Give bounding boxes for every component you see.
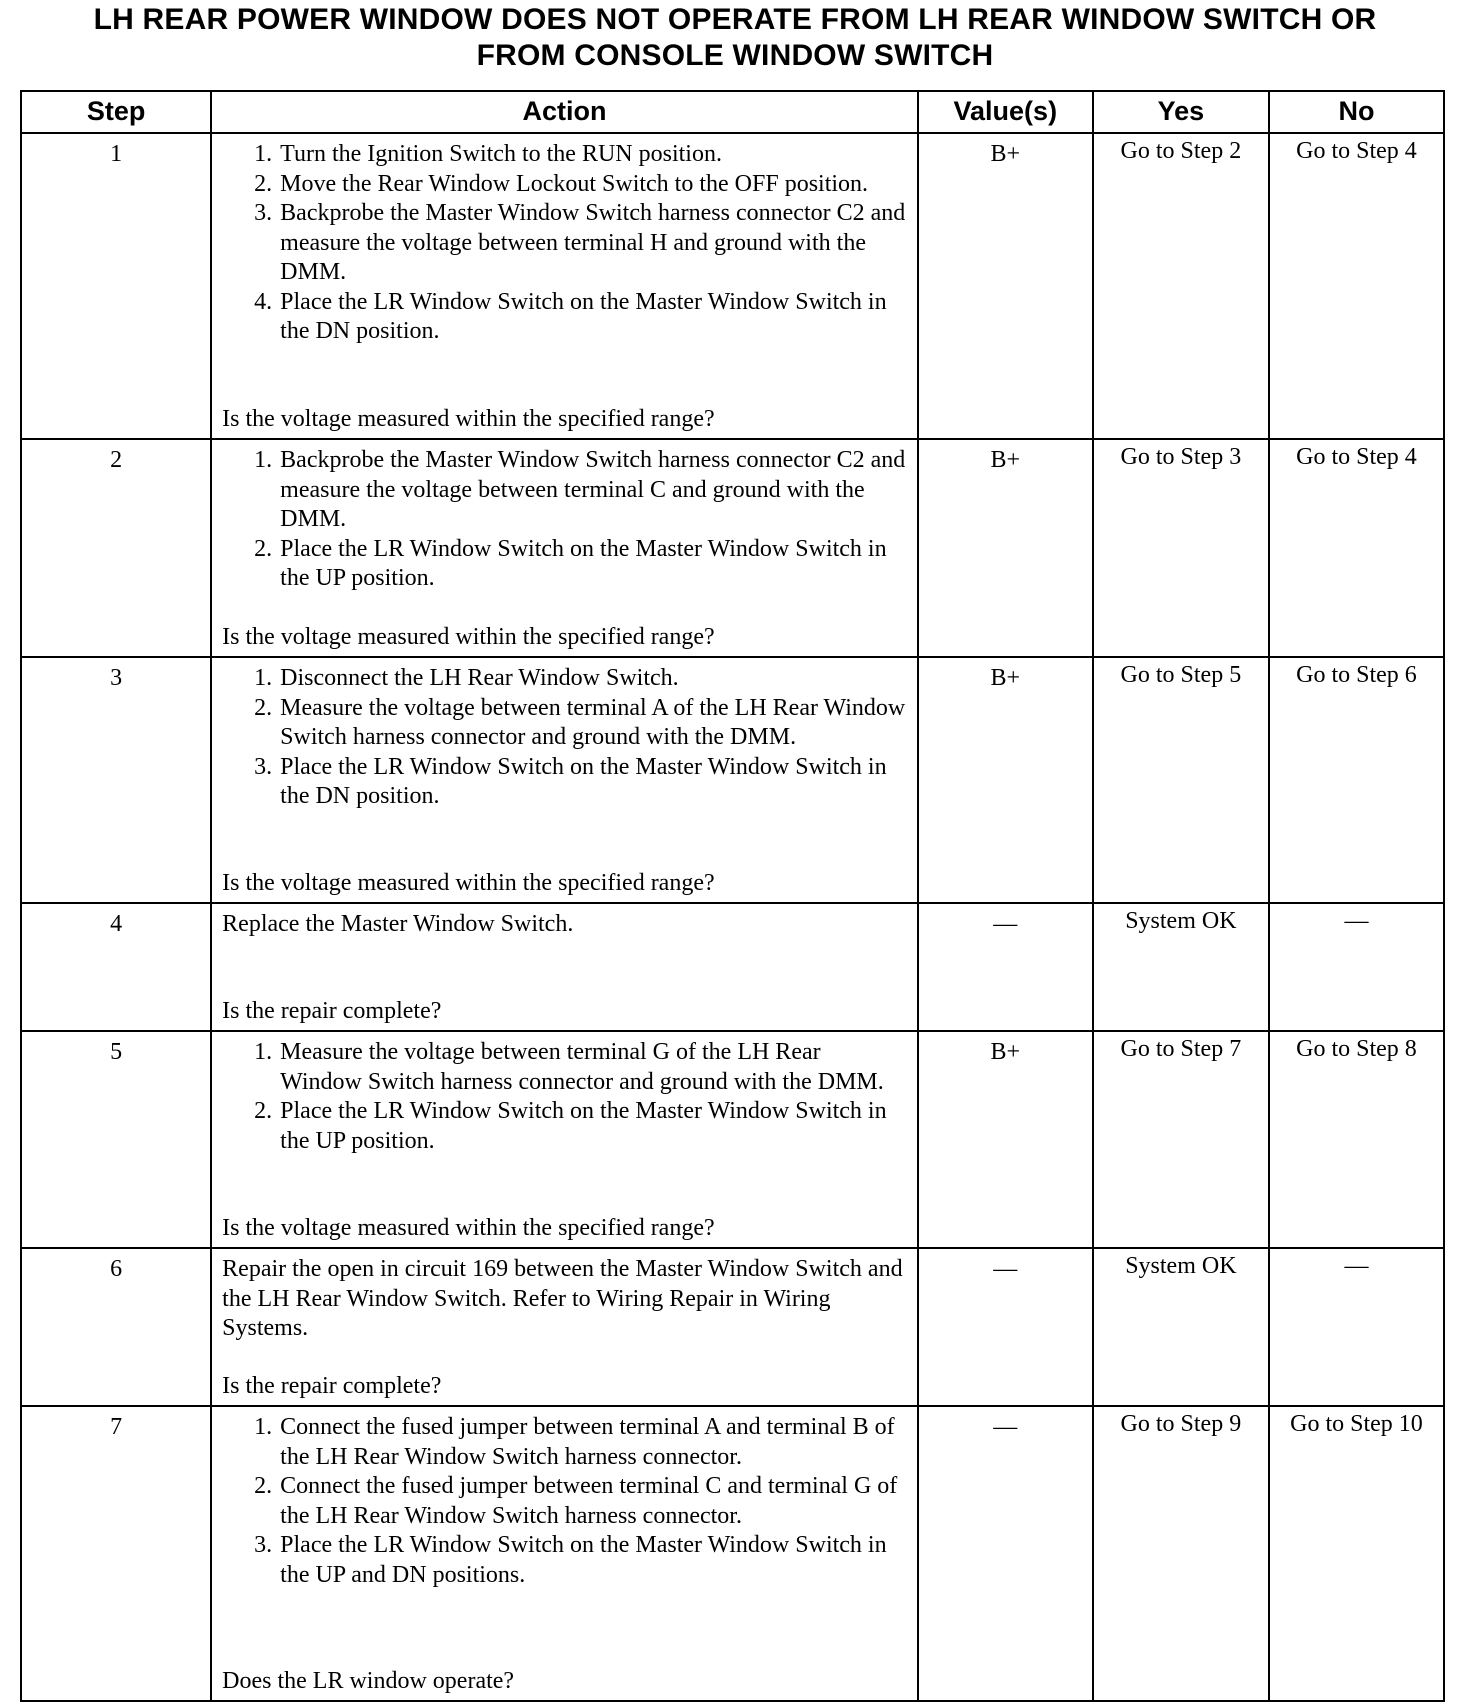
value-cell: B+ — [918, 439, 1093, 657]
action-cell — [211, 1406, 918, 1701]
action-cell — [211, 1248, 918, 1406]
substep: 1. Disconnect the LH Rear Window Switch. — [278, 664, 907, 694]
yes-cell: Go to Step 9 — [1093, 1406, 1269, 1701]
action-cell — [211, 133, 918, 439]
substep-list — [222, 140, 907, 347]
header-values: Value(s) — [918, 91, 1093, 133]
action-cell — [211, 903, 918, 1031]
yes-cell: Go to Step 2 — [1093, 133, 1269, 439]
table-row — [21, 1248, 1444, 1406]
step-number: 6 — [21, 1248, 211, 1406]
substep: 1. Connect the fused jumper between terminal A and terminal B of the LH Rear Window Switch harness connector. — [278, 1413, 907, 1472]
substep: 3. Backprobe the Master Window Switch harness connector C2 and measure the voltage between terminal H and ground with the DMM. — [278, 199, 907, 288]
yes-cell: System OK — [1093, 903, 1269, 1031]
step-number: 1 — [21, 133, 211, 439]
diagnostic-table — [20, 90, 1445, 1702]
substep: 2. Measure the voltage between terminal A of the LH Rear Window Switch harness connector and ground with the DMM. — [278, 694, 907, 753]
value-cell: B+ — [918, 1031, 1093, 1248]
step-question: Is the repair complete? — [222, 997, 442, 1024]
step-number: 3 — [21, 657, 211, 903]
substep: 4. Place the LR Window Switch on the Master Window Switch in the DN position. — [278, 288, 907, 347]
step-question: Does the LR window operate? — [222, 1667, 515, 1694]
step-question: Is the voltage measured within the specified range? — [222, 1214, 715, 1241]
action-cell — [211, 1031, 918, 1248]
header-yes: Yes — [1093, 91, 1269, 133]
action-text: Repair the open in circuit 169 between the Master Window Switch and the LH Rear Window Switch. Refer to Wiring Repair in Wiring Systems. — [222, 1256, 903, 1341]
header-no: No — [1269, 91, 1444, 133]
yes-cell: Go to Step 5 — [1093, 657, 1269, 903]
table-row — [21, 903, 1444, 1031]
step-number: 2 — [21, 439, 211, 657]
substep-list — [222, 664, 907, 812]
substep: 3. Place the LR Window Switch on the Master Window Switch in the UP and DN positions. — [278, 1531, 907, 1590]
header-action: Action — [211, 91, 918, 133]
action-text: Replace the Master Window Switch. — [222, 911, 574, 937]
table-row — [21, 1031, 1444, 1248]
yes-cell: Go to Step 3 — [1093, 439, 1269, 657]
no-cell: — — [1269, 1248, 1444, 1406]
substep: 2. Move the Rear Window Lockout Switch to the OFF position. — [278, 170, 907, 200]
table-row — [21, 657, 1444, 903]
title-line-1: LH REAR POWER WINDOW DOES NOT OPERATE FROM LH REAR WINDOW SWITCH OR — [93, 3, 1377, 36]
step-question: Is the repair complete? — [222, 1372, 442, 1399]
no-cell: Go to Step 4 — [1269, 439, 1444, 657]
header-step: Step — [21, 91, 211, 133]
table-row — [21, 1406, 1444, 1701]
step-question: Is the voltage measured within the specified range? — [222, 405, 715, 432]
title-line-2: FROM CONSOLE WINDOW SWITCH — [476, 39, 994, 72]
table-row — [21, 439, 1444, 657]
step-number: 7 — [21, 1406, 211, 1701]
no-cell: — — [1269, 903, 1444, 1031]
substep-list — [222, 1038, 907, 1156]
substep-list — [222, 1413, 907, 1590]
value-cell: — — [918, 1406, 1093, 1701]
yes-cell: System OK — [1093, 1248, 1269, 1406]
substep: 1. Backprobe the Master Window Switch harness connector C2 and measure the voltage between terminal C and ground with the DMM. — [278, 446, 907, 535]
table-header-row — [21, 91, 1444, 133]
step-question: Is the voltage measured within the specified range? — [222, 869, 715, 896]
value-cell: — — [918, 903, 1093, 1031]
page-title — [20, 2, 1450, 74]
no-cell: Go to Step 6 — [1269, 657, 1444, 903]
step-question: Is the voltage measured within the specified range? — [222, 623, 715, 650]
step-number: 4 — [21, 903, 211, 1031]
substep: 2. Connect the fused jumper between terminal C and terminal G of the LH Rear Window Switch harness connector. — [278, 1472, 907, 1531]
step-number: 5 — [21, 1031, 211, 1248]
yes-cell: Go to Step 7 — [1093, 1031, 1269, 1248]
no-cell: Go to Step 4 — [1269, 133, 1444, 439]
substep: 3. Place the LR Window Switch on the Master Window Switch in the DN position. — [278, 753, 907, 812]
substep-list — [222, 446, 907, 594]
value-cell: B+ — [918, 657, 1093, 903]
substep: 2. Place the LR Window Switch on the Master Window Switch in the UP position. — [278, 1097, 907, 1156]
table-row — [21, 133, 1444, 439]
action-cell — [211, 657, 918, 903]
value-cell: — — [918, 1248, 1093, 1406]
substep: 1. Measure the voltage between terminal G of the LH Rear Window Switch harness connector and ground with the DMM. — [278, 1038, 907, 1097]
no-cell: Go to Step 10 — [1269, 1406, 1444, 1701]
substep: 2. Place the LR Window Switch on the Master Window Switch in the UP position. — [278, 535, 907, 594]
no-cell: Go to Step 8 — [1269, 1031, 1444, 1248]
value-cell: B+ — [918, 133, 1093, 439]
substep: 1. Turn the Ignition Switch to the RUN position. — [278, 140, 907, 170]
action-cell — [211, 439, 918, 657]
